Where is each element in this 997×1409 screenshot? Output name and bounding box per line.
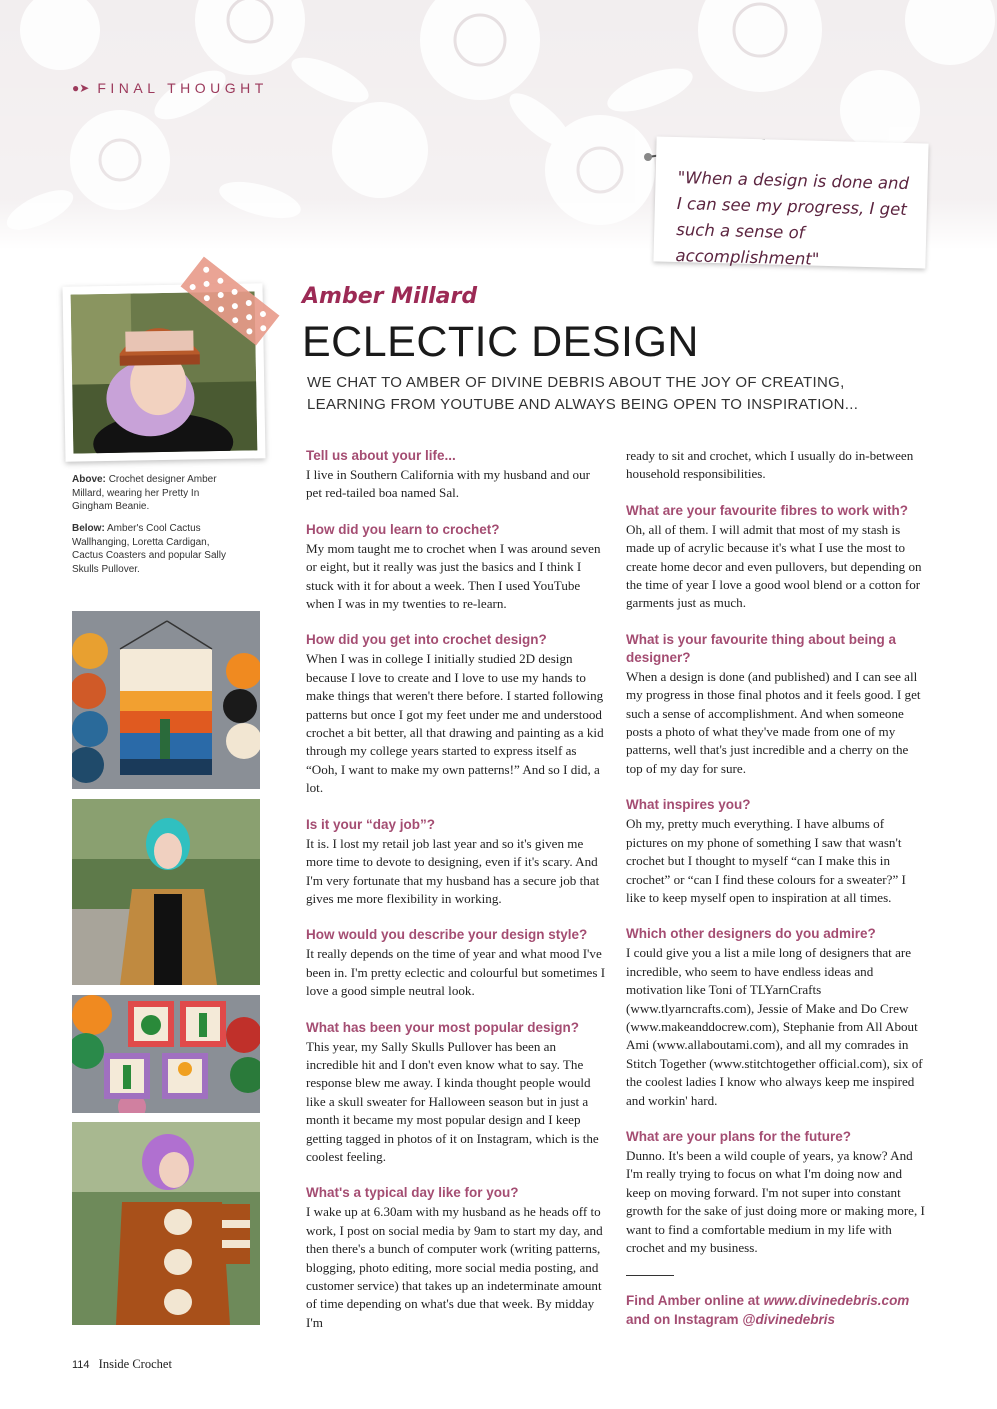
magazine-name: Inside Crochet: [98, 1357, 172, 1371]
question: Is it your “day job”?: [306, 816, 436, 832]
pull-quote-card: [653, 136, 928, 268]
caption-above: [72, 473, 237, 514]
answer: I live in Southern California with my husband and our pet red-tailed boa named Sal.: [306, 467, 591, 501]
question: What are your plans for the future?: [626, 1128, 852, 1144]
find-online-prefix: Find Amber online at: [626, 1293, 760, 1309]
caption-above-text: Crochet designer Amber Millard, wearing her Pretty In Gingham Beanie.: [72, 474, 217, 512]
answer: Oh, all of them. I will admit that most of my stash is made up of acrylic because it's what I use the most to create home decor and even pullovers, but depending on the time of year I love a good wool blend or a cotton for garments just as much.: [626, 521, 922, 611]
question: What has been your most popular design?: [306, 1019, 580, 1035]
question: How would you describe your design style?: [306, 927, 588, 943]
designer-name: Amber Millard: [302, 284, 478, 309]
question: What's a typical day like for you?: [306, 1185, 519, 1201]
loretta-cardigan-photo: [72, 799, 260, 985]
caption-above-label: Above:: [72, 474, 106, 485]
arrow-bullet-icon: ●➤: [72, 81, 90, 95]
cactus-coasters-photo: [72, 995, 260, 1113]
question: Which other designers do you admire?: [626, 926, 876, 942]
question: What are your favourite fibres to work with?: [626, 502, 909, 518]
website-link[interactable]: www.divinedebris.com: [763, 1293, 910, 1309]
question: What inspires you?: [626, 797, 751, 813]
answer: I could give you a list a mile long of designers that are incredible, who seem to have endless ideas and motivation like Toni of TLYarnCrafts (www.tlyarncrafts.com), Jessie of Make and Do Crew (www.makeanddocrew.com), Stephanie from All About Ami (www.allaboutami.com), and all my comrades in Stitch Together (www.stitchtogether official.com), six of the coolest ladies I know who always keep me inspired and workin' hard.: [626, 945, 923, 1108]
question: How did you learn to crochet?: [306, 521, 500, 537]
section-label: [72, 80, 268, 96]
answer: It really depends on the time of year and what mood I've been in. I'm pretty eclectic and colourful but sometimes I love a good simple neutral look.: [306, 946, 606, 999]
caption-below: [72, 522, 237, 576]
answer: Dunno. It's been a wild couple of years, ya know? And I'm really trying to focus on what I'm doing now and keep on moving forward. I'm not super into constant growth for the sake of just doing more or making more, I want to find a comfortable medium in my life with crochet and my business.: [626, 1147, 925, 1255]
question: How did you get into crochet design?: [306, 632, 547, 648]
divider: [626, 1275, 674, 1276]
answer: When a design is done (and published) and I can see all my progress in those final photos and it feels good. I get such a sense of accomplishment. And when someone posts a photo of what they've made from one of my patterns, well that's just incredible and a cherry on the top of my day for sure.: [626, 668, 921, 776]
page-footer: [72, 1357, 172, 1372]
answer: It is. I lost my retail job last year and so it's given me more time to devote to designing, even if it's scary. And I'm very fortunate that my husband has a secure job that gives me more flexibility in working.: [306, 835, 600, 906]
instagram-prefix: and on Instagram: [626, 1311, 739, 1327]
answer: When I was in college I initially studied 2D design because I love to create and I love to use my hands to make things that weren't there before. I started following patterns but once I got my feet under me and understood crochet a bit better, all that drawing and painting as a kid through my college years started to express itself as “Ooh, I want to make my own patterns!” And so I did, a lot.: [306, 651, 604, 796]
section-label-text: FINAL THOUGHT: [97, 80, 268, 96]
answer: I wake up at 6.30am with my husband as he heads off to work, I post on social media by 9am to start my day, and then there's a bunch of computer work (writing patterns, blogging, photo editing, more social media posting, and customer service) that takes up an indeterminate amount of time depending on what's due that week. By midday I'm: [306, 1204, 603, 1330]
answer: Oh my, pretty much everything. I have albums of pictures on my phone of something I saw that wasn't crochet but I thought to myself “can I make this in crochet” or “can I find these colours for a sweater?” I like to keep myself open to inspiration at all times.: [626, 816, 906, 905]
answer: My mom taught me to crochet when I was around seven or eight, but it really was just the basics and I think I stuck with it for about a week. Then I used YouTube when I was in my twenties to re-learn.: [306, 540, 601, 612]
find-online: [626, 1292, 926, 1329]
pull-quote: "When a design is done and I can see my progress, I get such a sense of accomplishment": [675, 168, 910, 269]
caption-below-label: Below:: [72, 523, 105, 534]
caption-below-text: Amber's Cool Cactus Wallhanging, Loretta Cardigan, Cactus Coasters and popular Sally Skulls Pullover.: [72, 523, 226, 575]
article-intro: WE CHAT TO AMBER OF DIVINE DEBRIS ABOUT THE JOY OF CREATING, LEARNING FROM YOUTUBE AND ALWAYS BEING OPEN TO INSPIRATION...: [307, 374, 859, 413]
page-number: 114: [72, 1359, 90, 1371]
question: What is your favourite thing about being a designer?: [626, 631, 897, 665]
answer-continuation: ready to sit and crochet, which I usually do in-between household responsibilities.: [626, 448, 914, 482]
question: Tell us about your life...: [306, 448, 456, 463]
cactus-wallhanging-photo: [72, 611, 260, 789]
left-column: [306, 447, 606, 1332]
right-column: [626, 447, 926, 1329]
article-title: ECLECTIC DESIGN: [302, 318, 699, 366]
answer: This year, my Sally Skulls Pullover has been an incredible hit and I don't even know what to say. The response blew me away. I kinda thought people would like a skull sweater for Halloween season but in just a month it became my most popular design and I keep getting tagged in photos of it on Instagram, which is the coolest feeling.: [306, 1038, 599, 1164]
instagram-handle[interactable]: @divinedebris: [742, 1311, 835, 1327]
sally-skulls-pullover-photo: [72, 1122, 260, 1325]
